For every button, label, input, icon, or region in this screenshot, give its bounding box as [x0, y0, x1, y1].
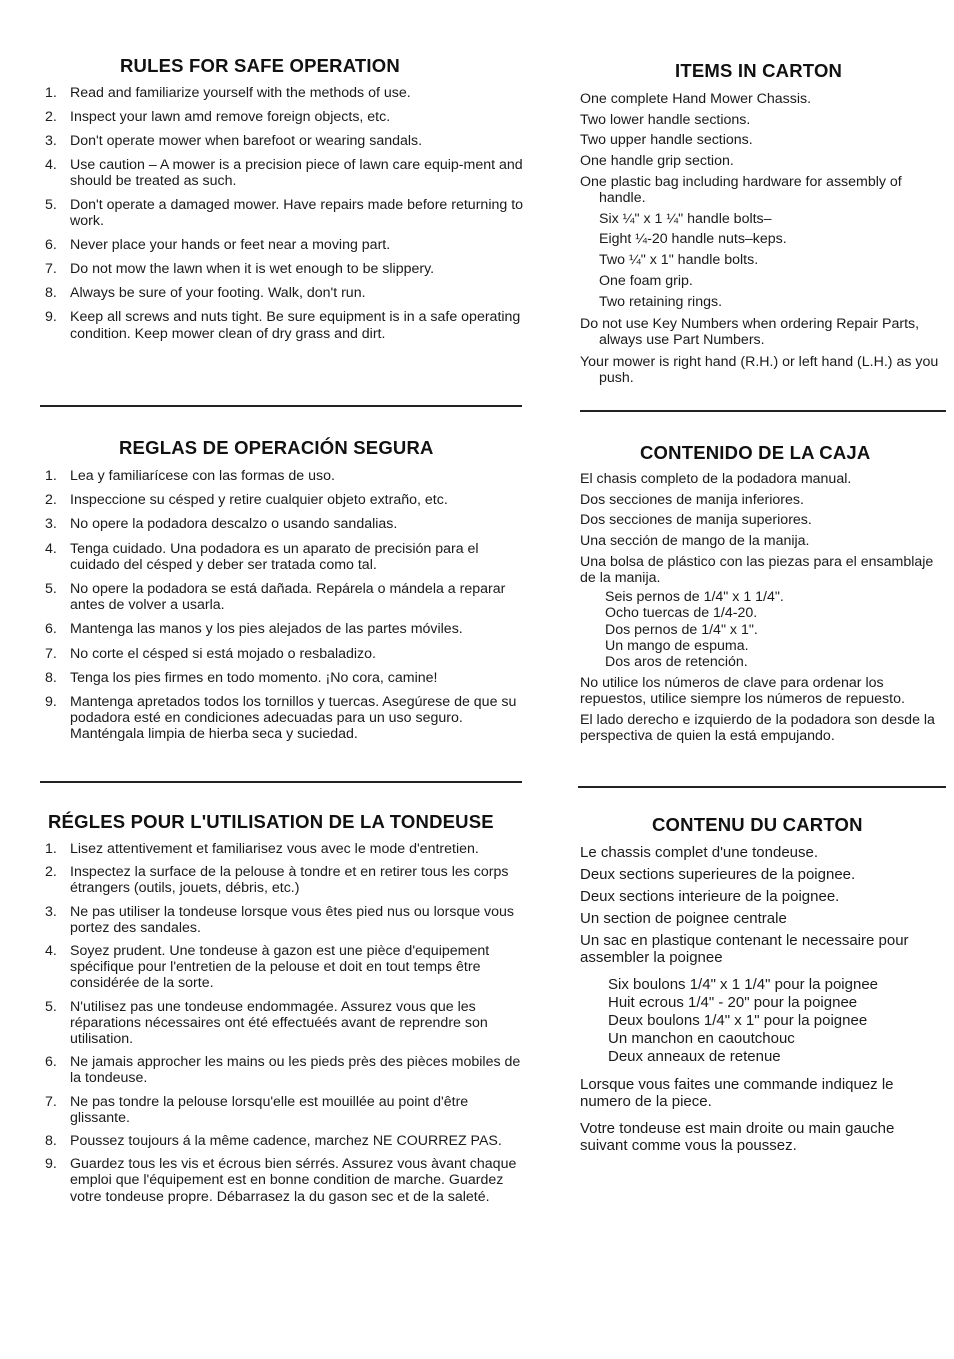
- rule-item: 4. Soyez prudent. Une tondeuse à gazon est une pièce d'equipement spécifique pour l'entretien de la pelouse et doit en tout temps être considérée de la sorte.: [45, 943, 490, 992]
- rule-item: 7. Do not mow the lawn when it is wet enough to be slippery.: [45, 261, 435, 278]
- rule-item: 3. Don't operate mower when barefoot or wearing sandals.: [45, 133, 423, 149]
- section-items-fr: [580, 814, 946, 1154]
- item-line: Two upper handle sections.: [580, 132, 753, 149]
- hardware-line: Ocho tuercas de 1/4-20.: [605, 605, 758, 622]
- divider: [578, 786, 946, 788]
- rules-list-fr: [40, 841, 530, 1205]
- note-line: Do not use Key Numbers when ordering Repair Parts, always use Part Numbers.: [580, 315, 920, 348]
- hardware-line: Six boulons 1/4" x 1 1/4" pour la poignee: [608, 976, 878, 993]
- section-rules-fr: [40, 811, 530, 1205]
- rules-list-es: [40, 468, 530, 743]
- rules-list-en: [40, 85, 530, 342]
- rule-item: 6. Mantenga las manos y los pies alejados de las partes móviles.: [45, 621, 463, 638]
- rule-item: 3. Ne pas utiliser la tondeuse lorsque vous êtes pied nus ou lorsque vous portez des sandales.: [45, 903, 515, 936]
- rule-item: 7. No corte el césped si está mojado o resbaladizo.: [45, 645, 376, 662]
- hardware-line: One foam grip.: [599, 272, 693, 289]
- hardware-line: Un manchon en caoutchouc: [608, 1030, 795, 1047]
- hardware-line: Deux anneaux de retenue: [608, 1048, 781, 1065]
- item-line: Two lower handle sections.: [580, 111, 751, 128]
- rule-item: 2. Inspect your lawn amd remove foreign objects, etc.: [45, 109, 391, 125]
- note-line: Votre tondeuse est main droite ou main gauche suivant comme vous la poussez.: [580, 1120, 895, 1154]
- rule-item: 5. Don't operate a damaged mower. Have repairs made before returning to work.: [45, 197, 524, 230]
- item-line: Una sección de mango de la manija.: [580, 533, 810, 550]
- item-line: Deux sections superieures de la poignee.: [580, 866, 856, 883]
- rule-item: 9. Mantenga apretados todos los tornillos y tuercas. Asegúrese de que su podadora esté en condiciones adecuadas para un uso seguro. Manténgala limpia de hierba seca y suciedad.: [45, 694, 517, 743]
- rule-item: 4. Use caution – A mower is a precision piece of lawn care equip-ment and should be treated as such.: [45, 157, 523, 190]
- hardware-line: Dos pernos de 1/4" x 1".: [605, 621, 758, 638]
- rule-item: 2. Inspectez la surface de la pelouse à tondre et en retirer tous les corps étrangers (outils, jouets, débris, etc.): [45, 864, 509, 897]
- section-items-es: [580, 442, 944, 744]
- rule-item: 1. Lisez attentivement et familiarisez vous avec le mode d'entretien.: [45, 841, 479, 857]
- section-rules-es: [40, 437, 530, 743]
- rule-item: 6. Never place your hands or feet near a moving part.: [45, 237, 391, 254]
- hardware-line: Un mango de espuma.: [605, 637, 749, 654]
- hardware-line: Two ¼" x 1" handle bolts.: [599, 252, 759, 269]
- heading-rules-en: RULES FOR SAFE OPERATION: [120, 55, 400, 76]
- hardware-line: Dos aros de retención.: [605, 654, 748, 671]
- rule-item: 9. Guardez tous les vis et écrous bien sérrés. Assurez vous àvant chaque emploi que l'équipement est en bonne condition de marche. Guardez votre tondeuse propre. Débarrasez la du gason sec et de la saleté.: [45, 1156, 517, 1205]
- item-line: One handle grip section.: [580, 153, 734, 170]
- rule-item: 8. Tenga los pies firmes en todo momento. ¡No cora, camine!: [45, 669, 438, 686]
- divider: [580, 410, 946, 412]
- item-line: Una bolsa de plástico con las piezas para el ensamblaje de la manija.: [580, 553, 934, 587]
- section-rules-en: [40, 55, 530, 342]
- hardware-line: Huit ecrous 1/4" - 20" pour la poignee: [608, 994, 858, 1011]
- heading-rules-es: REGLAS DE OPERACIÓN SEGURA: [119, 437, 434, 458]
- rule-item: 3. No opere la podadora descalzo o usando sandalias.: [45, 516, 398, 533]
- rule-item: 5. N'utilisez pas une tondeuse endommagée. Assurez vous que les réparations nécessaires ont été effectuéés avant de reprendre son utilisation.: [45, 998, 488, 1048]
- heading-items-es: CONTENIDO DE LA CAJA: [640, 442, 871, 463]
- item-line: El chasis completo de la podadora manual.: [580, 471, 852, 487]
- item-line: One plastic bag including hardware for assembly of handle.: [580, 173, 902, 207]
- rule-item: 4. Tenga cuidado. Una podadora es un aparato de precisión para el cuidado del césped y deber ser tratada como tal.: [45, 540, 479, 573]
- heading-items-fr: CONTENU DU CARTON: [652, 814, 863, 835]
- divider: [40, 781, 522, 783]
- note-line: No utilice los números de clave para ordenar los repuestos, utilice siempre los números de repuesto.: [580, 675, 905, 708]
- rule-item: 1. Read and familiarize yourself with the methods of use.: [45, 85, 411, 101]
- item-line: Dos secciones de manija inferiores.: [580, 491, 804, 508]
- rule-item: 8. Always be sure of your footing. Walk, don't run.: [45, 285, 366, 302]
- rule-item: 1. Lea y familiarícese con las formas de uso.: [45, 468, 335, 484]
- rule-item: 7. Ne pas tondre la pelouse lorsqu'elle est mouillée au point d'être glissante.: [45, 1093, 469, 1126]
- note-line: Lorsque vous faites une commande indiquez le numero de la piece.: [580, 1076, 894, 1110]
- item-line: Deux sections interieure de la poignee.: [580, 888, 840, 905]
- hardware-line: Eight ¼-20 handle nuts–keps.: [599, 231, 787, 248]
- hardware-line: Two retaining rings.: [599, 293, 723, 310]
- rule-item: 5. No opere la podadora se está dañada. Repárela o mándela a reparar antes de volver a usarla.: [45, 581, 506, 614]
- note-line: El lado derecho e izquierdo de la podadora son desde la perspectiva de quien la está empujando.: [580, 711, 935, 744]
- rule-item: 8. Poussez toujours á la même cadence, marchez NE COURREZ PAS.: [45, 1133, 502, 1150]
- section-items-en: [580, 60, 942, 387]
- item-line: Un section de poignee centrale: [580, 910, 787, 927]
- hardware-line: Deux boulons 1/4" x 1" pour la poignee: [608, 1012, 868, 1029]
- item-line: One complete Hand Mower Chassis.: [580, 91, 812, 107]
- item-line: Dos secciones de manija superiores.: [580, 512, 812, 529]
- item-line: Un sac en plastique contenant le necessaire pour assembler la poignee: [580, 932, 909, 966]
- rule-item: 2. Inspeccione su césped y retire cualquier objeto extraño, etc.: [45, 492, 448, 509]
- hardware-line: Six ¼" x 1 ¼" handle bolts–: [599, 210, 772, 227]
- heading-rules-fr: RÉGLES POUR L'UTILISATION DE LA TONDEUSE: [48, 811, 494, 832]
- item-line: Le chassis complet d'une tondeuse.: [580, 844, 819, 861]
- rule-item: 9. Keep all screws and nuts tight. Be sure equipment is in a safe operating condition. Keep mower clean of dry grass and dirt.: [45, 309, 521, 342]
- hardware-line: Seis pernos de 1/4" x 1 1/4".: [605, 589, 784, 606]
- heading-items-en: ITEMS IN CARTON: [675, 60, 843, 81]
- divider: [40, 405, 522, 407]
- rule-item: 6. Ne jamais approcher les mains ou les pieds près des pièces mobiles de la tondeuse.: [45, 1054, 521, 1087]
- note-line: Your mower is right hand (R.H.) or left hand (L.H.) as you push.: [580, 354, 939, 387]
